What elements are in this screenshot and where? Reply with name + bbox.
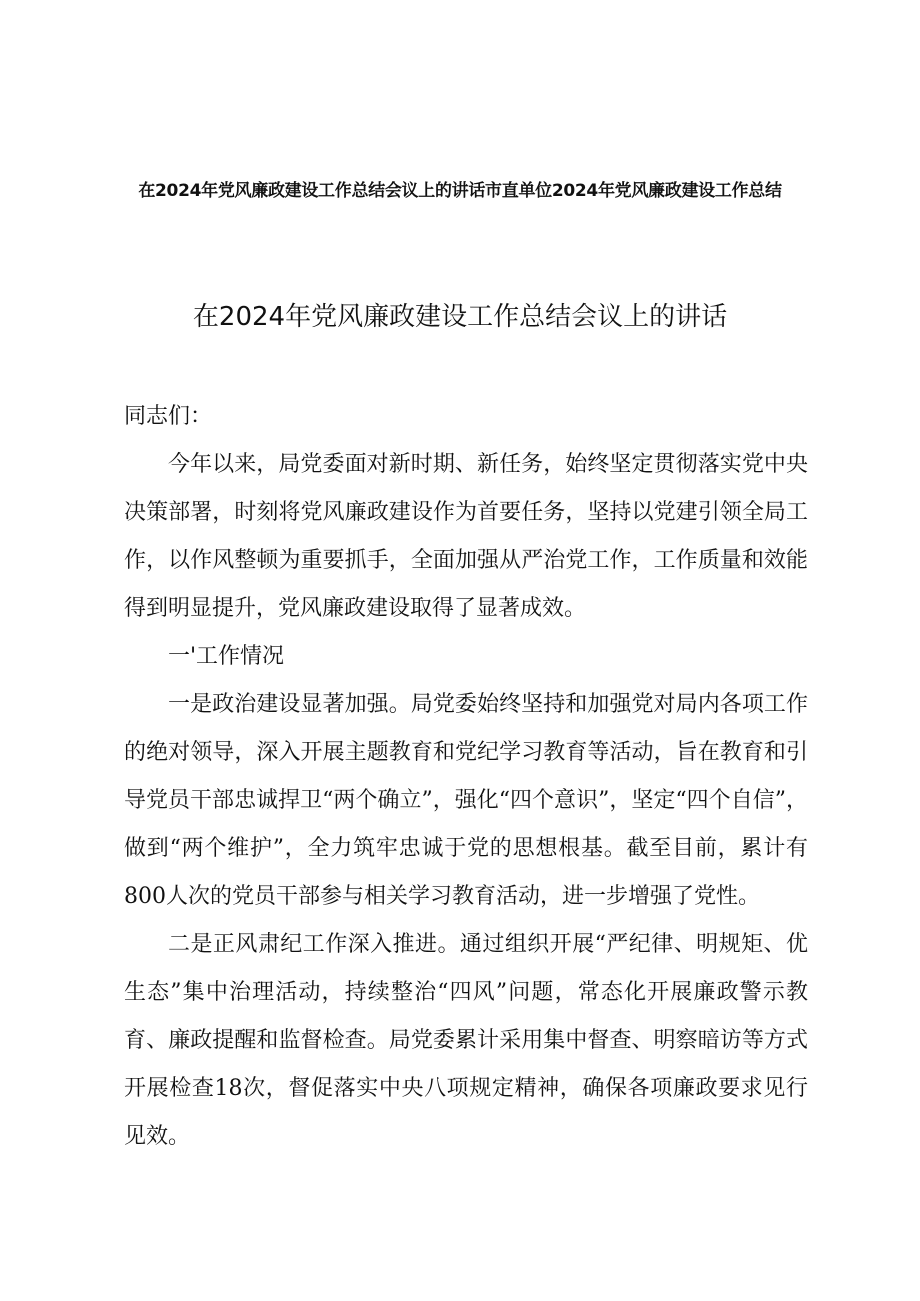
document-body	[124, 393, 808, 1161]
section-heading: 一'工作情况	[168, 644, 285, 669]
intro-paragraph: 今年以来，局党委面对新时期、新任务，始终坚定贯彻落实党中央决策部署，时刻将党风廉政建设作为首要任务，坚持以党建引领全局工作，以作风整顿为重要抓手，全面加强从严治党工作，工作质量和效能得到明显提升，党风廉政建设取得了显著成效。	[124, 452, 808, 621]
document-header: 在2024年党风廉政建设工作总结会议上的讲话市直单位2024年党风廉政建设工作总结	[138, 181, 782, 201]
paragraph-discipline: 二是正风肃纪工作深入推进。通过组织开展“严纪律、明规矩、优生态”集中治理活动，持续整治“四风”问题，常态化开展廉政警示教育、廉政提醒和监督检查。局党委累计采用集中督查、明察暗访等方式开展检查18次，督促落实中央八项规定精神，确保各项廉政要求见行见效。	[124, 932, 808, 1149]
document-title: 在2024年党风廉政建设工作总结会议上的讲话	[192, 302, 728, 332]
salutation: 同志们：	[124, 404, 213, 429]
paragraph-political-construction: 一是政治建设显著加强。局党委始终坚持和加强党对局内各项工作的绝对领导，深入开展主题教育和党纪学习教育等活动，旨在教育和引导党员干部忠诚捍卫“两个确立”，强化“四个意识”，坚定“四个自信”，做到“两个维护”，全力筑牢忠诚于党的思想根基。截至目前，累计有800人次的党员干部参与相关学习教育活动，进一步增强了党性。	[124, 692, 808, 909]
